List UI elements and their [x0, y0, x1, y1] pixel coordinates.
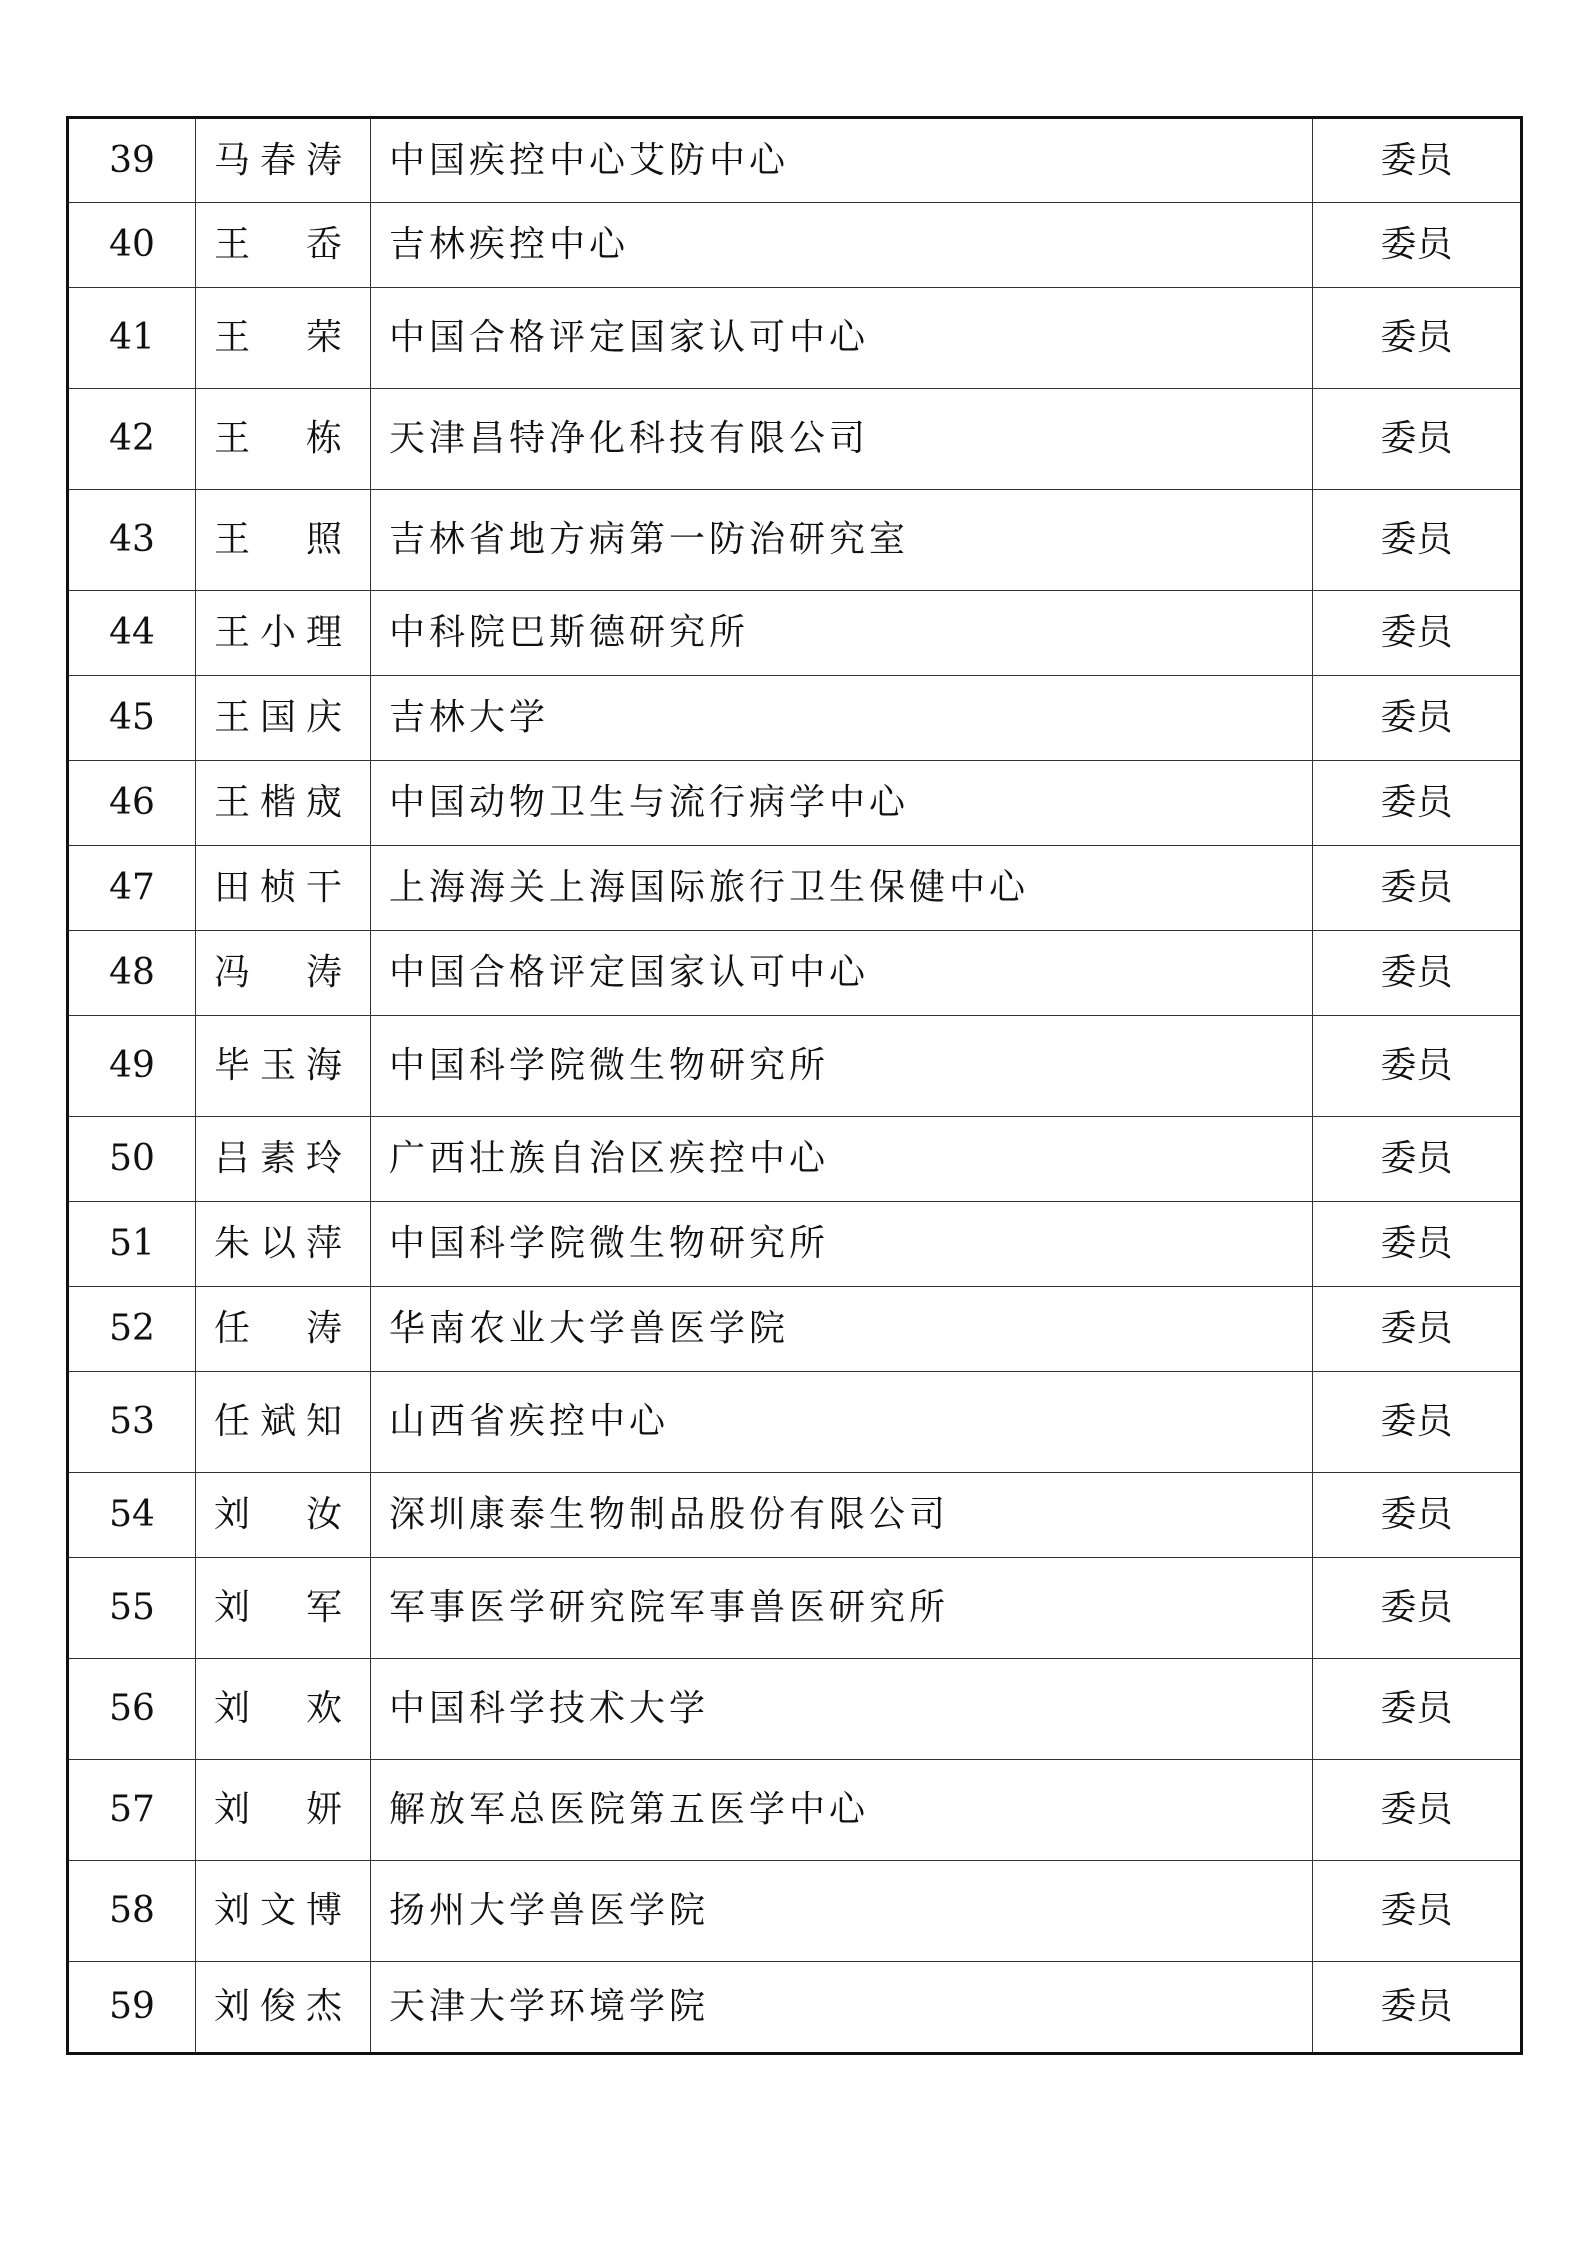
member-name-cell — [196, 118, 371, 203]
member-name: 刘 妍 — [214, 1789, 342, 1830]
row-number: 52 — [68, 1287, 196, 1372]
member-name: 王国庆 — [214, 697, 342, 738]
row-number: 55 — [68, 1558, 196, 1659]
row-number: 42 — [68, 389, 196, 490]
row-number: 46 — [68, 761, 196, 846]
member-name: 刘 军 — [214, 1587, 342, 1628]
member-organization: 上海海关上海国际旅行卫生保健中心 — [371, 846, 1313, 931]
member-organization: 吉林大学 — [371, 676, 1313, 761]
row-number: 50 — [68, 1117, 196, 1202]
table-row — [68, 1016, 1522, 1117]
member-role: 委员 — [1313, 389, 1522, 490]
member-organization: 天津昌特净化科技有限公司 — [371, 389, 1313, 490]
member-organization: 华南农业大学兽医学院 — [371, 1287, 1313, 1372]
member-organization: 广西壮族自治区疾控中心 — [371, 1117, 1313, 1202]
member-name-cell — [196, 1202, 371, 1287]
member-organization: 吉林省地方病第一防治研究室 — [371, 490, 1313, 591]
member-name: 王 荣 — [214, 317, 342, 358]
member-role: 委员 — [1313, 288, 1522, 389]
table-row — [68, 761, 1522, 846]
member-organization: 扬州大学兽医学院 — [371, 1861, 1313, 1962]
row-number: 39 — [68, 118, 196, 203]
member-role: 委员 — [1313, 490, 1522, 591]
member-name-cell — [196, 1962, 371, 2054]
member-name-cell — [196, 1659, 371, 1760]
member-role: 委员 — [1313, 591, 1522, 676]
member-role: 委员 — [1313, 1659, 1522, 1760]
row-number: 56 — [68, 1659, 196, 1760]
member-name: 王小理 — [214, 612, 342, 653]
member-name: 王 栋 — [214, 418, 342, 459]
member-name: 刘俊杰 — [214, 1986, 342, 2027]
member-name-cell — [196, 931, 371, 1016]
row-number: 51 — [68, 1202, 196, 1287]
member-name-cell — [196, 1760, 371, 1861]
table-row — [68, 1287, 1522, 1372]
member-organization: 解放军总医院第五医学中心 — [371, 1760, 1313, 1861]
member-organization: 军事医学研究院军事兽医研究所 — [371, 1558, 1313, 1659]
member-organization: 中国科学技术大学 — [371, 1659, 1313, 1760]
table-row — [68, 1659, 1522, 1760]
member-role: 委员 — [1313, 1861, 1522, 1962]
member-role: 委员 — [1313, 676, 1522, 761]
member-organization: 天津大学环境学院 — [371, 1962, 1313, 2054]
row-number: 53 — [68, 1372, 196, 1473]
row-number: 57 — [68, 1760, 196, 1861]
row-number: 47 — [68, 846, 196, 931]
member-name-cell — [196, 1117, 371, 1202]
member-organization: 深圳康泰生物制品股份有限公司 — [371, 1473, 1313, 1558]
member-name: 吕素玲 — [214, 1138, 342, 1179]
table-row — [68, 591, 1522, 676]
member-role: 委员 — [1313, 846, 1522, 931]
table-row — [68, 1760, 1522, 1861]
member-name-cell — [196, 846, 371, 931]
member-name: 任 涛 — [214, 1308, 342, 1349]
member-role: 委员 — [1313, 1372, 1522, 1473]
member-role: 委员 — [1313, 1287, 1522, 1372]
member-role: 委员 — [1313, 1962, 1522, 2054]
member-name: 刘 汝 — [214, 1494, 342, 1535]
table-row — [68, 1473, 1522, 1558]
table-row — [68, 203, 1522, 288]
member-organization: 吉林疾控中心 — [371, 203, 1313, 288]
member-name-cell — [196, 203, 371, 288]
table-row — [68, 846, 1522, 931]
member-name: 田桢干 — [214, 867, 342, 908]
member-role: 委员 — [1313, 1760, 1522, 1861]
member-role: 委员 — [1313, 931, 1522, 1016]
table-row — [68, 1861, 1522, 1962]
member-name: 毕玉海 — [214, 1045, 342, 1086]
member-name: 刘 欢 — [214, 1688, 342, 1729]
row-number: 59 — [68, 1962, 196, 2054]
member-role: 委员 — [1313, 1016, 1522, 1117]
member-organization: 中国动物卫生与流行病学中心 — [371, 761, 1313, 846]
member-name-cell — [196, 1558, 371, 1659]
committee-member-table — [66, 116, 1523, 2055]
member-role: 委员 — [1313, 761, 1522, 846]
table-row — [68, 1372, 1522, 1473]
table-row — [68, 1962, 1522, 2054]
member-organization: 中国科学院微生物研究所 — [371, 1202, 1313, 1287]
row-number: 43 — [68, 490, 196, 591]
row-number: 54 — [68, 1473, 196, 1558]
row-number: 48 — [68, 931, 196, 1016]
row-number: 40 — [68, 203, 196, 288]
member-role: 委员 — [1313, 118, 1522, 203]
member-name: 刘文博 — [214, 1890, 342, 1931]
table-row — [68, 1202, 1522, 1287]
member-name-cell — [196, 1372, 371, 1473]
member-organization: 山西省疾控中心 — [371, 1372, 1313, 1473]
member-name: 朱以萍 — [214, 1223, 342, 1264]
member-name: 王 照 — [214, 519, 342, 560]
member-name-cell — [196, 591, 371, 676]
table-row — [68, 1558, 1522, 1659]
member-name-cell — [196, 1473, 371, 1558]
table-body — [68, 118, 1522, 2054]
member-name-cell — [196, 1861, 371, 1962]
member-organization: 中国疾控中心艾防中心 — [371, 118, 1313, 203]
member-role: 委员 — [1313, 203, 1522, 288]
member-name: 任斌知 — [214, 1401, 342, 1442]
table-row — [68, 389, 1522, 490]
member-name: 马春涛 — [214, 139, 342, 181]
member-name-cell — [196, 1016, 371, 1117]
member-name-cell — [196, 761, 371, 846]
row-number: 41 — [68, 288, 196, 389]
row-number: 58 — [68, 1861, 196, 1962]
member-name-cell — [196, 676, 371, 761]
table-row — [68, 288, 1522, 389]
member-name: 王 岙 — [214, 224, 342, 265]
table-row — [68, 118, 1522, 203]
member-name-cell — [196, 1287, 371, 1372]
member-name-cell — [196, 490, 371, 591]
member-name-cell — [196, 288, 371, 389]
member-organization: 中国科学院微生物研究所 — [371, 1016, 1313, 1117]
table-row — [68, 676, 1522, 761]
row-number: 44 — [68, 591, 196, 676]
row-number: 49 — [68, 1016, 196, 1117]
member-name-cell — [196, 389, 371, 490]
table-row — [68, 931, 1522, 1016]
member-role: 委员 — [1313, 1473, 1522, 1558]
table-row — [68, 1117, 1522, 1202]
member-role: 委员 — [1313, 1117, 1522, 1202]
member-organization: 中国合格评定国家认可中心 — [371, 288, 1313, 389]
member-name: 王楷宬 — [214, 782, 342, 823]
member-role: 委员 — [1313, 1558, 1522, 1659]
member-organization: 中科院巴斯德研究所 — [371, 591, 1313, 676]
member-name: 冯 涛 — [214, 952, 342, 993]
table-row — [68, 490, 1522, 591]
member-organization: 中国合格评定国家认可中心 — [371, 931, 1313, 1016]
member-role: 委员 — [1313, 1202, 1522, 1287]
row-number: 45 — [68, 676, 196, 761]
